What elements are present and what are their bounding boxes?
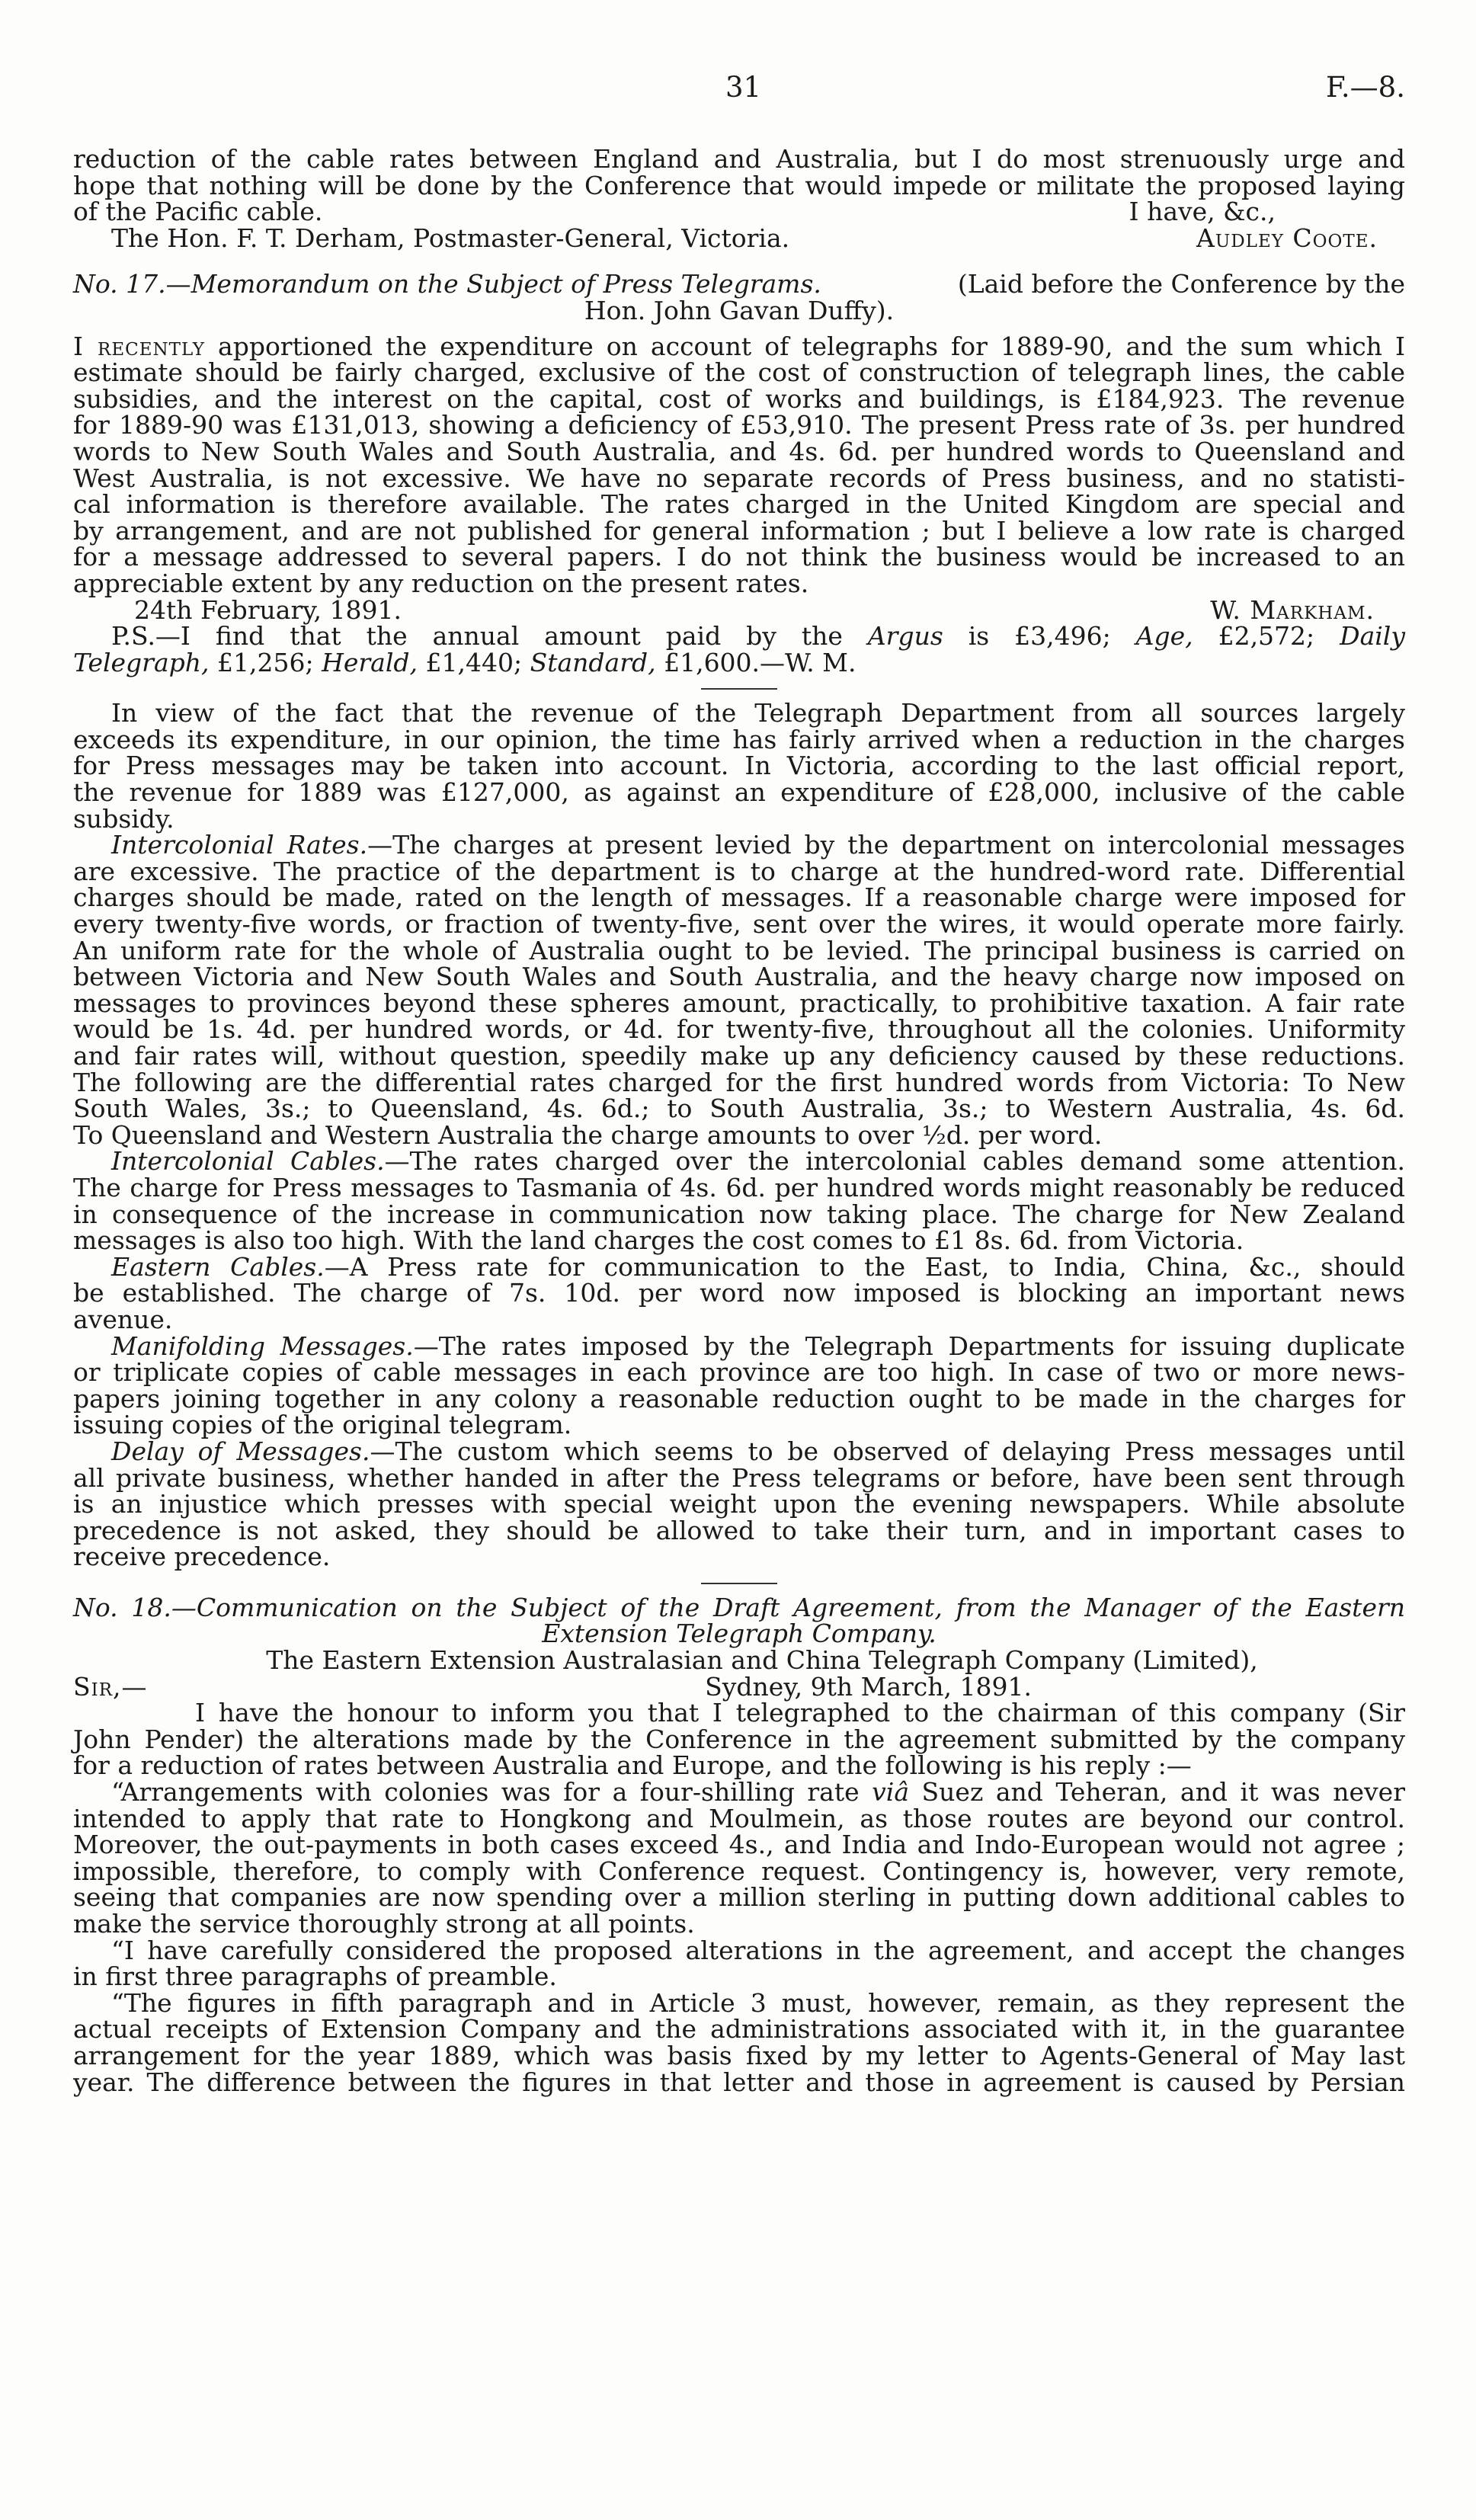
- subsection-title: Intercolonial Cables.: [111, 1146, 385, 1177]
- text-line: impossible, therefore, to comply with Conference request. Contingency is, however, very remote,: [73, 1856, 1405, 1886]
- text-line: issuing copies of the original telegram.: [73, 1410, 572, 1440]
- postscript-line: [73, 623, 1405, 650]
- text-line-content: —The custom which seems to be observed of delaying Press messages until: [370, 1436, 1405, 1466]
- letter-date: Sydney, 9th March, 1891.: [705, 1671, 1032, 1702]
- text-line: intended to apply that rate to Hongkong and Moulmein, as those routes are beyond our control.: [73, 1803, 1405, 1833]
- signature: W. Markham.: [1210, 594, 1375, 625]
- text-line: for a message addressed to several papers. I do not think the business would be increased to an: [73, 542, 1405, 572]
- text-line-content: —The charges at present levied by the department on intercolonial messages: [367, 830, 1405, 860]
- text-line: would be 1s. 4d. per hundred words, or 4d. for twenty-five, throughout all the colonies. Uniformity: [73, 1014, 1405, 1045]
- subsection-title: Manifolding Messages.: [111, 1330, 414, 1361]
- text-line-content: “Arrangements with colonies was for a four-shilling rate: [111, 1777, 872, 1808]
- text-line: In view of the fact that the revenue of the Telegraph Department from all sources largely: [111, 698, 1405, 728]
- text-line: charges should be made, rated on the length of messages. If a reasonable charge were imposed for: [73, 882, 1405, 913]
- text-line: I have the honour to inform you that I telegraphed to the chairman of this company (Sir: [195, 1698, 1405, 1728]
- text-line: [73, 1330, 1405, 1361]
- text-line: for Press messages may be taken into account. In Victoria, according to the last official report,: [73, 751, 1405, 781]
- page-number: 31: [725, 71, 762, 104]
- ps-paper: Argus: [867, 621, 943, 652]
- text-line: seeing that companies are now spending over a million sterling in putting down additional cables to: [73, 1882, 1405, 1913]
- ps-text: P.S.—I find that the annual amount paid by the: [111, 621, 868, 652]
- text-line: “I have carefully considered the proposed alterations in the agreement, and accept the changes: [111, 1935, 1405, 1965]
- text-line-content: apportioned the expenditure on account of telegraphs for 1889-90, and the sum which I: [218, 331, 1405, 361]
- text-line: Moreover, the out-payments in both cases exceed 4s., and India and Indo-European would not agree ;: [73, 1830, 1405, 1860]
- text-line: or triplicate copies of cable messages in each province are too high. In case of two or more news-: [73, 1357, 1405, 1388]
- text-line: South Wales, 3s.; to Queensland, 4s. 6d.; to South Australia, 3s.; to Western Australia, 4s. 6d.: [73, 1093, 1405, 1124]
- addressee-line: [73, 223, 1405, 253]
- text-line: [73, 331, 1405, 361]
- text-line: be established. The charge of 7s. 10d. per word now imposed is blocking an important news: [73, 1278, 1405, 1308]
- text-line: make the service thoroughly strong at all points.: [73, 1909, 695, 1939]
- salutation-line: [73, 1671, 1405, 1702]
- text-line: To Queensland and Western Australia the charge amounts to over ½d. per word.: [73, 1119, 1103, 1150]
- text-line: West Australia, is not excessive. We have no separate records of Press business, and no statisti-: [73, 463, 1405, 493]
- text-line: the revenue for 1889 was £127,000, as against an expenditure of £28,000, inclusive of the cable: [73, 777, 1405, 808]
- signature: Audley Coote.: [1196, 223, 1378, 253]
- text-line: [73, 1148, 1405, 1175]
- page-header: [73, 71, 1405, 108]
- text-line: messages is also too high. With the land charges the cost comes to £1 8s. 6d. from Victoria.: [73, 1225, 1244, 1256]
- document-body: [73, 146, 1405, 2096]
- text-line: receive precedence.: [73, 1542, 331, 1572]
- text-line: [73, 1779, 1405, 1806]
- ps-paper: Herald,: [322, 647, 418, 677]
- text-line: by arrangement, and are not published for general information ; but I believe a low rate is charged: [73, 515, 1405, 546]
- file-reference: F.—8.: [1326, 71, 1405, 104]
- ps-text: £2,572;: [1193, 621, 1340, 652]
- text-line: arrangement for the year 1889, which was basis fixed by my letter to Agents-General of May last: [73, 2040, 1405, 2070]
- text-line: in first three paragraphs of preamble.: [73, 1961, 557, 1992]
- text-line: is an injustice which presses with special weight upon the evening newspapers. While absolute: [73, 1489, 1405, 1519]
- text-line: [73, 1436, 1405, 1466]
- text-line-content: —A Press rate for communication to the East, to India, China, &c., should: [324, 1251, 1405, 1282]
- text-line: John Pender) the alterations made by the Conference in the agreement submitted by the company: [73, 1724, 1405, 1754]
- text-line: “The figures in fifth paragraph and in Article 3 must, however, remain, as they represent the: [111, 1987, 1405, 2018]
- text-line: exceeds its expenditure, in our opinion, the time has fairly arrived when a reduction in the charges: [73, 724, 1405, 754]
- ps-text: £1,600.—W. M.: [655, 647, 856, 677]
- text-line: The following are the differential rates charged for the first hundred words from Victoria: To New: [73, 1067, 1405, 1097]
- section-heading-18: No. 18.—Communication on the Subject of the Draft Agreement, from the Manager of the Eastern: [73, 1592, 1405, 1622]
- text-line-content: Suez and Teheran, and it was never: [909, 1777, 1405, 1808]
- text-line: papers joining together in any colony a reasonable reduction ought to be made in the charges for: [73, 1383, 1405, 1414]
- company-line: The Eastern Extension Australasian and China Telegraph Company (Limited),: [266, 1645, 1258, 1676]
- text-line: for a reduction of rates between Australia and Europe, and the following is his reply :—: [73, 1750, 1192, 1781]
- text-line-content: —The rates charged over the intercolonial cables demand some attention.: [384, 1146, 1405, 1177]
- section-divider: [701, 688, 777, 690]
- text-line: for 1889-90 was £131,013, showing a deficiency of £53,910. The present Press rate of 3s. per hundred: [73, 410, 1405, 440]
- text-line: estimate should be fairly charged, exclusive of the cost of construction of telegraph lines, the cable: [73, 357, 1405, 388]
- text-line-content: —The rates imposed by the Telegraph Departments for issuing duplicate: [413, 1330, 1405, 1361]
- ps-text: £1,440;: [418, 647, 530, 677]
- ps-paper: Age,: [1135, 621, 1193, 652]
- text-line-content: of the Pacific cable.: [73, 197, 323, 227]
- text-line: [73, 199, 1405, 226]
- text-line: are excessive. The practice of the department is to charge at the hundred-word rate. Differential: [73, 856, 1405, 886]
- ps-paper: Daily: [1340, 621, 1405, 652]
- text-line: between Victoria and New South Wales and South Australia, and the heavy charge now imposed on: [73, 962, 1405, 992]
- subsection-title: Eastern Cables.: [111, 1251, 325, 1282]
- section-heading-18-cont: Extension Telegraph Company.: [542, 1619, 937, 1649]
- text-line: hope that nothing will be done by the Conference that would impede or militate the proposed laying: [73, 170, 1405, 200]
- ps-paper: Telegraph,: [73, 647, 210, 677]
- text-line: [73, 832, 1405, 859]
- text-line: appreciable extent by any reduction on the present rates.: [73, 568, 809, 598]
- text-line: all private business, whether handed in after the Press telegrams or before, have been sent through: [73, 1462, 1405, 1493]
- date-signature-line: [73, 594, 1405, 625]
- letter-closing: I have, &c.,: [1129, 197, 1276, 227]
- heading-note-cont: Hon. John Gavan Duffy).: [584, 295, 895, 325]
- text-line: cal information is therefore available. The rates charged in the United Kingdom are special and: [73, 489, 1405, 520]
- text-line: year. The difference between the figures in that letter and those in agreement is caused by Persian: [73, 2067, 1405, 2097]
- section-divider: [701, 1583, 777, 1584]
- memo-date: 24th February, 1891.: [134, 594, 402, 625]
- text-line: subsidies, and the interest on the capital, cost of works and buildings, is £184,923. The revenue: [73, 383, 1405, 414]
- text-line: [73, 1251, 1405, 1282]
- ps-paper: Standard,: [530, 647, 656, 677]
- text-line-italic: viâ: [872, 1777, 910, 1808]
- heading-note: (Laid before the Conference by the: [957, 269, 1405, 299]
- text-line: words to New South Wales and South Australia, and 4s. 6d. per hundred words to Queensland and: [73, 436, 1405, 466]
- postscript-line: [73, 647, 1405, 677]
- text-line: every twenty-five words, or fraction of twenty-five, sent over the wires, it would operate more fairly.: [73, 909, 1405, 940]
- text-line: An uniform rate for the whole of Australia ought to be levied. The principal business is carried on: [73, 935, 1405, 965]
- text-line: precedence is not asked, they should be allowed to take their turn, and in important cases to: [73, 1515, 1405, 1545]
- text-line: in consequence of the increase in communication now taking place. The charge for New Zealand: [73, 1199, 1405, 1229]
- text-line: messages to provinces beyond these spheres amount, practically, to prohibitive taxation. A fair rate: [73, 988, 1405, 1018]
- text-line: avenue.: [73, 1304, 173, 1334]
- text-line: reduction of the cable rates between England and Australia, but I do most strenuously urge and: [73, 144, 1405, 174]
- ps-text: is £3,496;: [943, 621, 1136, 652]
- text-line: subsidy.: [73, 803, 174, 834]
- subsection-title: Intercolonial Rates.: [111, 830, 368, 860]
- addressee: The Hon. F. T. Derham, Postmaster-General, Victoria.: [111, 223, 790, 253]
- ps-text: £1,256;: [209, 647, 322, 677]
- text-line: and fair rates will, without question, speedily make up any deficiency caused by these reductions.: [73, 1041, 1405, 1071]
- section-heading-17: [73, 271, 1405, 298]
- text-line: The charge for Press messages to Tasmania of 4s. 6d. per hundred words might reasonably be reduced: [73, 1172, 1405, 1202]
- salutation: Sir,—: [73, 1671, 148, 1702]
- subsection-title: Delay of Messages.: [111, 1436, 370, 1466]
- text-line: actual receipts of Extension Company and the administrations associated with it, in the guarantee: [73, 2014, 1405, 2044]
- heading-title: No. 17.—Memorandum on the Subject of Press Telegrams.: [73, 269, 821, 299]
- lead-word: I recently: [73, 331, 205, 361]
